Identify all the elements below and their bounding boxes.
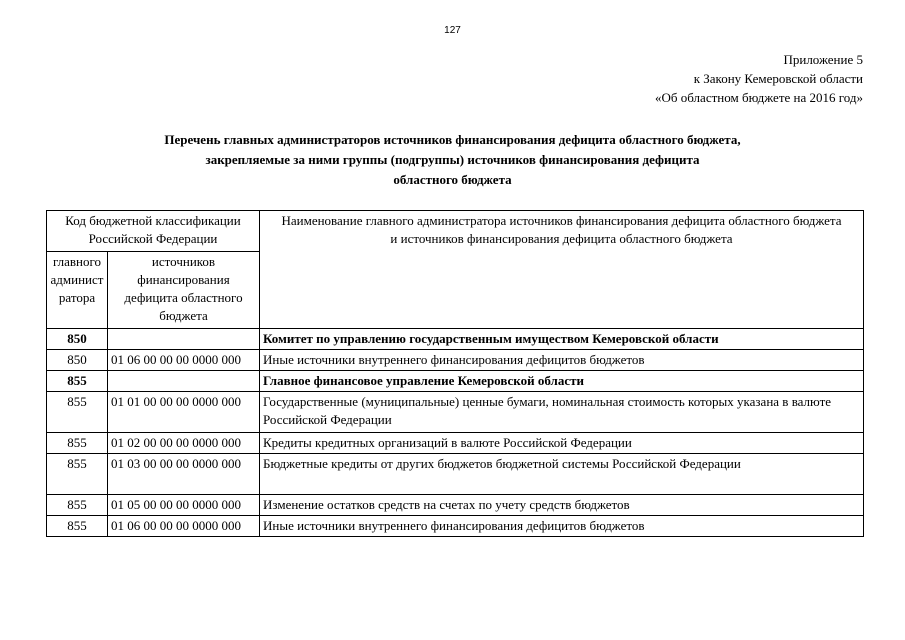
table-row [47,454,864,495]
header-code-group: Код бюджетной классификации Российской Федерации [47,211,260,252]
table-row [47,433,864,454]
row-name: Кредиты кредитных организаций в валюте Российской Федерации [260,433,864,454]
row-source-code [108,371,260,392]
row-admin-code: 855 [47,371,108,392]
row-admin-code: 855 [47,516,108,537]
appendix-line-2: к Закону Кемеровской области [693,71,863,86]
row-admin-code: 855 [47,433,108,454]
header-sources: источников финансирования дефицита областного бюджета [108,252,260,329]
table-row [47,516,864,537]
row-source-code: 01 02 00 00 00 0000 000 [108,433,260,454]
row-name: Главное финансовое управление Кемеровской области [260,371,864,392]
page-number: 127 [444,25,461,36]
row-source-code: 01 03 00 00 00 0000 000 [108,454,260,495]
header-admin [47,252,108,329]
row-name: Комитет по управлению государственным имуществом Кемеровской области [260,329,864,350]
row-name: Иные источники внутреннего финансирования дефицитов бюджетов [260,516,864,537]
title-line-3: областного бюджета [393,172,512,187]
table-row [47,350,864,371]
row-name: Иные источники внутреннего финансирования дефицитов бюджетов [260,350,864,371]
row-source-code: 01 01 00 00 00 0000 000 [108,392,260,433]
appendix-note [463,50,863,107]
row-admin-code: 855 [47,454,108,495]
table-row [47,329,864,350]
table-row [47,392,864,433]
row-admin-code: 855 [47,495,108,516]
row-source-code: 01 05 00 00 00 0000 000 [108,495,260,516]
title-line-1: Перечень главных администраторов источников финансирования дефицита областного бюджета, [164,132,741,147]
title-line-2: закрепляемые за ними группы (подгруппы) источников финансирования дефицита [205,152,700,167]
administrators-table [46,210,864,537]
table-row [47,495,864,516]
row-admin-code: 850 [47,329,108,350]
row-source-code: 01 06 00 00 00 0000 000 [108,516,260,537]
table-header-row [47,211,864,252]
header-admin-text: главного админист ратора [50,254,104,305]
row-admin-code: 855 [47,392,108,433]
appendix-line-3: «Об областном бюджете на 2016 год» [655,90,863,105]
row-name: Государственные (муниципальные) ценные бумаги, номинальная стоимость которых указана в валюте Российской Федерации [260,392,864,433]
row-source-code: 01 06 00 00 00 0000 000 [108,350,260,371]
document-title [60,130,845,190]
row-admin-code: 850 [47,350,108,371]
row-name: Бюджетные кредиты от других бюджетов бюджетной системы Российской Федерации [260,454,864,495]
row-source-code [108,329,260,350]
appendix-line-1: Приложение 5 [783,52,863,67]
row-name: Изменение остатков средств на счетах по учету средств бюджетов [260,495,864,516]
table-row [47,371,864,392]
header-name: Наименование главного администратора источников финансирования дефицита областного бюджета и источников финансирования дефицита областного бюджета [260,211,864,329]
